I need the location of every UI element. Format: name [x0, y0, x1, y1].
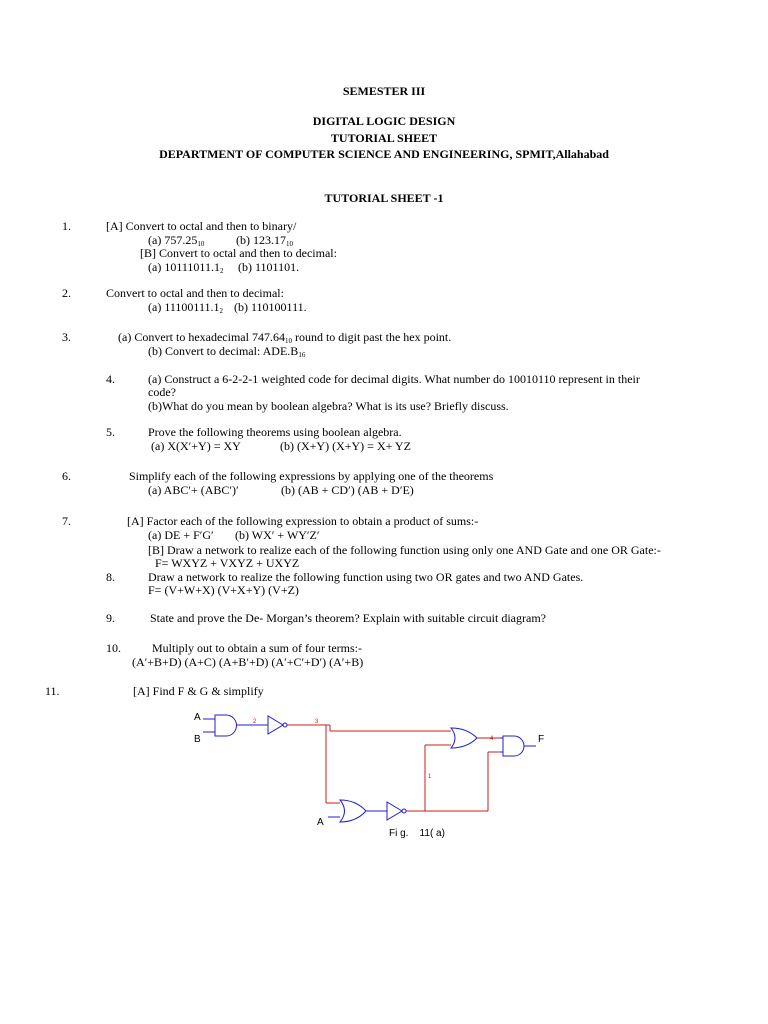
q11-number: 11. [45, 684, 60, 698]
q8-number: 8. [106, 570, 115, 584]
q7-b-text: [B] Draw a network to realize each of the following function using only one AND Gate and one OR Gate:- [148, 543, 661, 557]
q7-a-part-a: (a) DE + F′G′ [148, 528, 214, 542]
q5-part-b: (b) (X+Y) (X+Y) = X+ YZ [280, 439, 411, 453]
wire-label-1: 1 [428, 774, 432, 780]
q5-text: Prove the following theorems using boolean algebra. [148, 425, 402, 439]
q4-number: 4. [106, 372, 115, 386]
sheet-title: TUTORIAL SHEET -1 [324, 191, 444, 205]
q11-text: [A] Find F & G & simplify [133, 684, 264, 698]
wire-label-2: 2 [253, 719, 257, 725]
q8-function: F= (V+W+X) (V+X+Y) (V+Z) [148, 583, 299, 597]
q9-text: State and prove the De- Morgan’s theorem? Explain with suitable circuit diagram? [150, 611, 546, 625]
q7-a-text: [A] Factor each of the following expression to obtain a product of sums:- [127, 514, 479, 528]
q1-a-part-b: (b) $123.17_{10}$ [236, 233, 293, 248]
semester-heading: SEMESTER III [342, 84, 426, 98]
label-f-output: F [538, 734, 545, 745]
label-a-top: A [194, 712, 201, 723]
q1-a-part-a: (a) $757.25_{10}$ [148, 233, 205, 248]
q6-number: 6. [62, 469, 71, 483]
q4-part-b: (b)What do you mean by boolean algebra? What is its use? Briefly discuss. [148, 399, 509, 413]
q2-part-a: (a) $11100111.1_2$ [148, 300, 224, 315]
q6-text: Simplify each of the following expressions by applying one of the theorems [129, 469, 494, 483]
q6-part-a: (a) ABC′+ (ABC′)′ [148, 483, 239, 497]
q4-part-a-line1: (a) Construct a 6-2-2-1 weighted code for decimal digits. What number do 10010110 represent in their [148, 372, 640, 386]
label-b-top: B [194, 734, 201, 745]
inverter-1 [268, 716, 283, 734]
label-a-bottom: A [317, 817, 324, 828]
q2-text: Convert to octal and then to decimal: [106, 286, 284, 300]
q3-number: 3. [62, 330, 71, 344]
or-gate-2 [451, 728, 477, 748]
q10-text: Multiply out to obtain a sum of four terms:- [152, 641, 362, 655]
q5-part-a: (a) X(X′+Y) = XY [151, 439, 241, 453]
q2-part-b: (b) 110100111. [234, 300, 307, 314]
circuit-wires [287, 725, 500, 811]
and-gate-2 [503, 736, 524, 756]
q5-number: 5. [106, 425, 115, 439]
figure-caption: Fi g. 11( a) [389, 828, 445, 839]
q10-number: 10. [106, 641, 121, 655]
q3-part-a: (a) Convert to hexadecimal $747.64_{10}$ round to digit past the hex point. [118, 330, 452, 345]
q6-part-b: (b) (AB + CD′) (AB + D′E) [281, 483, 414, 497]
q4-part-a-line2: code? [148, 385, 176, 399]
department-line: DEPARTMENT OF COMPUTER SCIENCE AND ENGINEERING, SPMIT,Allahabad [159, 147, 609, 161]
q1-b-text: [B] Convert to octal and then to decimal: [140, 246, 337, 260]
q7-a-part-b: (b) WX′ + WY′Z′ [235, 528, 320, 542]
q3-part-b: (b) Convert to decimal: $ADE.B_{16}$ [148, 344, 306, 359]
and-gate-1 [215, 715, 237, 736]
course-title: DIGITAL LOGIC DESIGN [312, 114, 456, 128]
sheet-type: TUTORIAL SHEET [330, 131, 438, 145]
q10-expression: (A′+B+D) (A+C) (A+B′+D) (A′+C′+D′) (A′+B) [132, 655, 364, 669]
or-gate-1 [340, 800, 366, 822]
q7-b-function: F= WXYZ + VXYZ + UXYZ [155, 556, 300, 570]
wire-label-3: 3 [315, 719, 319, 725]
wire-label-4: 4 [490, 736, 494, 742]
q1-number: 1. [62, 219, 71, 233]
q8-text: Draw a network to realize the following function using two OR gates and two AND Gates. [148, 570, 584, 584]
q9-number: 9. [106, 611, 115, 625]
q1-a-text: [A] Convert to octal and then to binary/ [106, 219, 297, 233]
inverter-2 [387, 802, 402, 820]
q2-number: 2. [62, 286, 71, 300]
q1-b-part-a: (a) $10111011.1_2$ [148, 260, 224, 275]
q1-b-part-b: (b) 1101101. [238, 260, 300, 274]
q7-number: 7. [62, 514, 71, 528]
